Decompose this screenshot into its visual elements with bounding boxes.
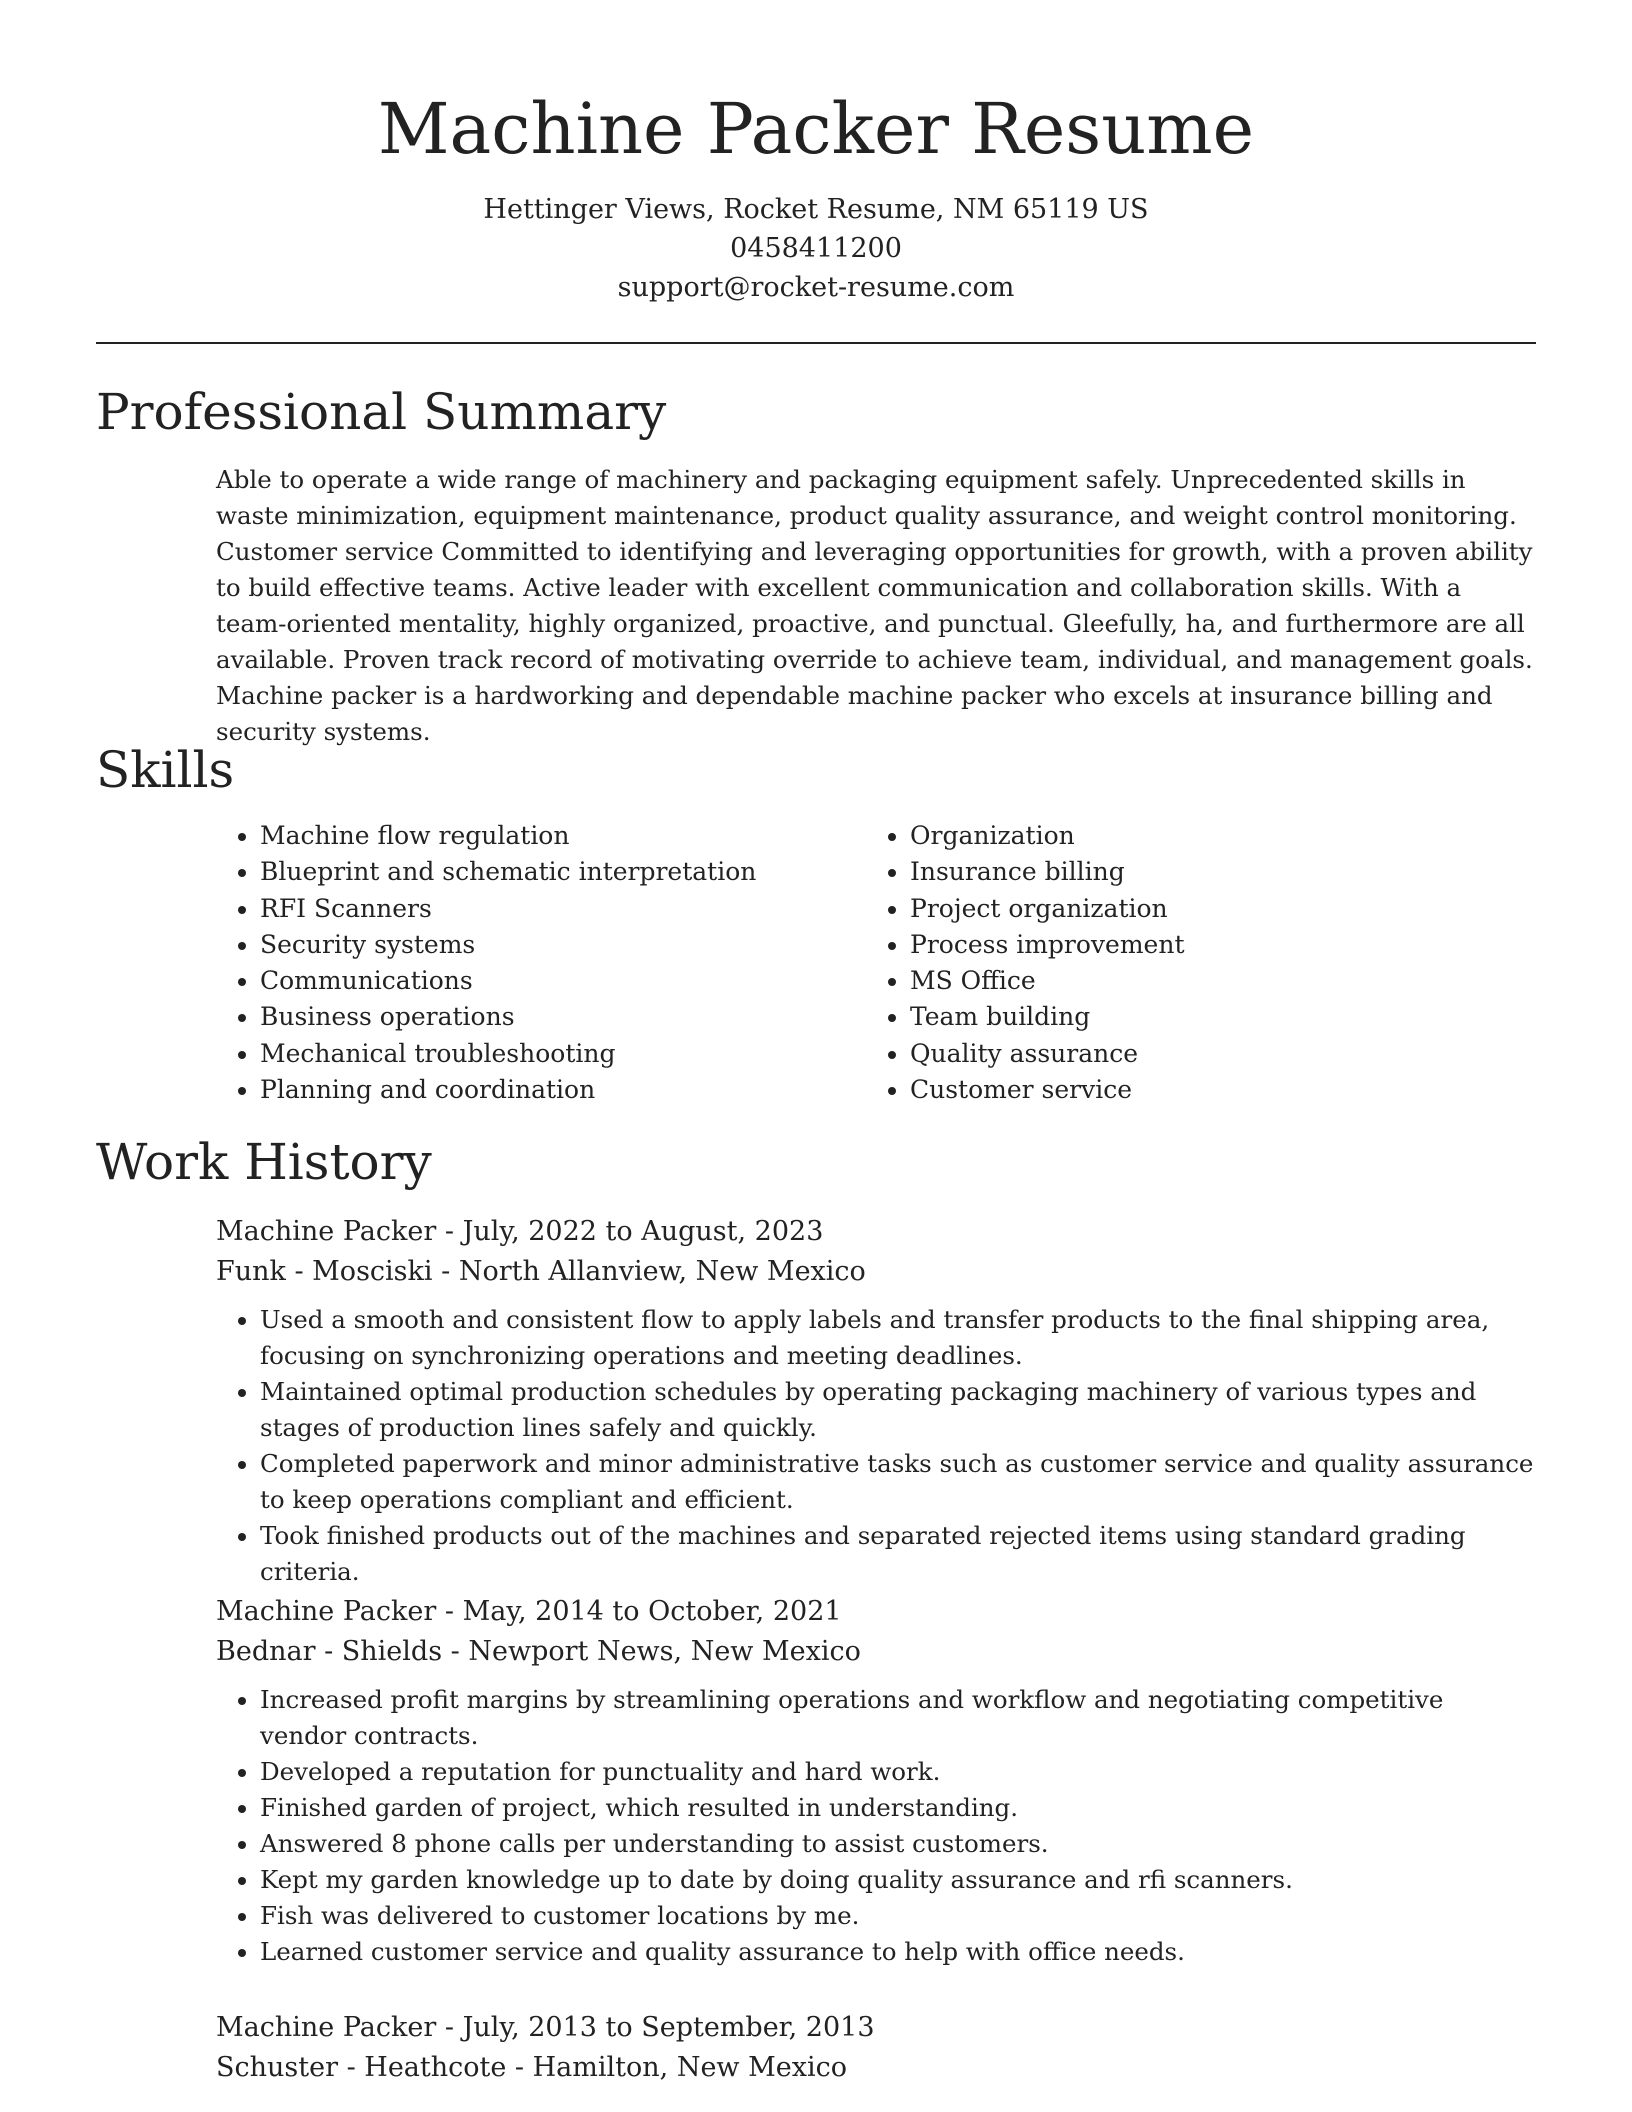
skill-item: • Team building <box>910 999 1516 1035</box>
job-bullet: • Used a smooth and consistent flow to apply labels and transfer products to the final shipping area, focusing on synchronizing operations and meeting deadlines. <box>260 1302 1536 1374</box>
skill-item: • Mechanical troubleshooting <box>260 1036 866 1072</box>
contact-block <box>96 190 1536 307</box>
skill-item: • Planning and coordination <box>260 1072 866 1108</box>
job-title-line: Machine Packer - July, 2022 to August, 2023 <box>216 1216 824 1247</box>
job-bullets <box>216 1682 1536 1970</box>
job-dates: May, 2014 to October, 2021 <box>462 1596 842 1627</box>
skill-item: • Process improvement <box>910 927 1516 963</box>
job-entry <box>216 1592 1536 1970</box>
skills-list <box>216 818 1536 1108</box>
job-bullets <box>216 1302 1536 1590</box>
job-dates: July, 2022 to August, 2023 <box>462 1216 824 1247</box>
job-company-line: Funk - Mosciski - North Allanview, New Mexico <box>216 1256 866 1287</box>
job-company: Bednar - Shields <box>216 1636 443 1667</box>
job-title: Machine Packer <box>216 1596 437 1627</box>
job-entry <box>216 1212 1536 1590</box>
skills-heading: Skills <box>96 741 235 799</box>
skill-item: • Machine flow regulation <box>260 818 866 854</box>
skill-item: • Blueprint and schematic interpretation <box>260 854 866 890</box>
job-bullet: • Answered 8 phone calls per understanding to assist customers. <box>260 1826 1536 1862</box>
summary-text: Able to operate a wide range of machinery and packaging equipment safely. Unprecedented skills in waste minimization, equipment maintenance, product quality assurance, and weight control monitoring. Customer service Committed to identifying and leveraging opportunities for growth, with a proven ability to build effective teams. Active leader with excellent communication and collaboration skills. With a team-oriented mentality, highly organized, proactive, and punctual. Gleefully, ha, and furthermore are all available. Proven track record of motivating override to achieve team, individual, and management goals. Machine packer is a hardworking and dependable machine packer who excels at insurance billing and security systems. <box>216 465 1533 746</box>
skill-item: • Business operations <box>260 999 866 1035</box>
skill-item: • Organization <box>910 818 1516 854</box>
job-entry <box>216 2008 1536 2088</box>
job-bullet: • Learned customer service and quality assurance to help with office needs. <box>260 1934 1536 1970</box>
skill-item: • Communications <box>260 963 866 999</box>
contact-address: Hettinger Views, Rocket Resume, NM 65119 US <box>483 194 1149 225</box>
job-title: Machine Packer <box>216 1216 437 1247</box>
job-company-line: Schuster - Heathcote - Hamilton, New Mexico <box>216 2052 847 2083</box>
skill-item: • MS Office <box>910 963 1516 999</box>
job-company: Funk - Mosciski <box>216 1256 433 1287</box>
job-company-line: Bednar - Shields - Newport News, New Mexico <box>216 1636 861 1667</box>
job-bullet: • Maintained optimal production schedules by operating packaging machinery of various types and stages of production lines safely and quickly. <box>260 1374 1536 1446</box>
skill-item: • Customer service <box>910 1072 1516 1108</box>
skills-column-right <box>866 818 1516 1108</box>
skill-item: • Project organization <box>910 891 1516 927</box>
summary-heading: Professional Summary <box>96 383 667 441</box>
job-company: Schuster - Heathcote <box>216 2052 507 2083</box>
work-history-heading: Work History <box>96 1133 432 1191</box>
job-bullet: • Took finished products out of the machines and separated rejected items using standard grading criteria. <box>260 1518 1536 1590</box>
job-bullet: • Finished garden of project, which resulted in understanding. <box>260 1790 1536 1826</box>
job-title-line: Machine Packer - July, 2013 to September, 2013 <box>216 2012 875 2043</box>
job-bullet: • Developed a reputation for punctuality and hard work. <box>260 1754 1536 1790</box>
skill-item: • Quality assurance <box>910 1036 1516 1072</box>
job-bullet: • Increased profit margins by streamlining operations and workflow and negotiating competitive vendor contracts. <box>260 1682 1536 1754</box>
job-title-line: Machine Packer - May, 2014 to October, 2021 <box>216 1596 842 1627</box>
header-divider <box>96 342 1536 344</box>
contact-phone: 0458411200 <box>730 233 902 264</box>
job-dates: July, 2013 to September, 2013 <box>462 2012 875 2043</box>
job-bullet: • Kept my garden knowledge up to date by doing quality assurance and rfi scanners. <box>260 1862 1536 1898</box>
contact-email: support@rocket-resume.com <box>617 272 1015 303</box>
job-location: North Allanview, New Mexico <box>458 1256 866 1287</box>
skills-column-left <box>216 818 866 1108</box>
job-bullet: • Fish was delivered to customer locations by me. <box>260 1898 1536 1934</box>
skill-item: • Security systems <box>260 927 866 963</box>
job-location: Hamilton, New Mexico <box>532 2052 847 2083</box>
job-title: Machine Packer <box>216 2012 437 2043</box>
resume-title: Machine Packer Resume <box>377 88 1255 170</box>
skill-item: • RFI Scanners <box>260 891 866 927</box>
skill-item: • Insurance billing <box>910 854 1516 890</box>
job-location: Newport News, New Mexico <box>468 1636 861 1667</box>
job-bullet: • Completed paperwork and minor administrative tasks such as customer service and quality assurance to keep operations compliant and efficient. <box>260 1446 1536 1518</box>
